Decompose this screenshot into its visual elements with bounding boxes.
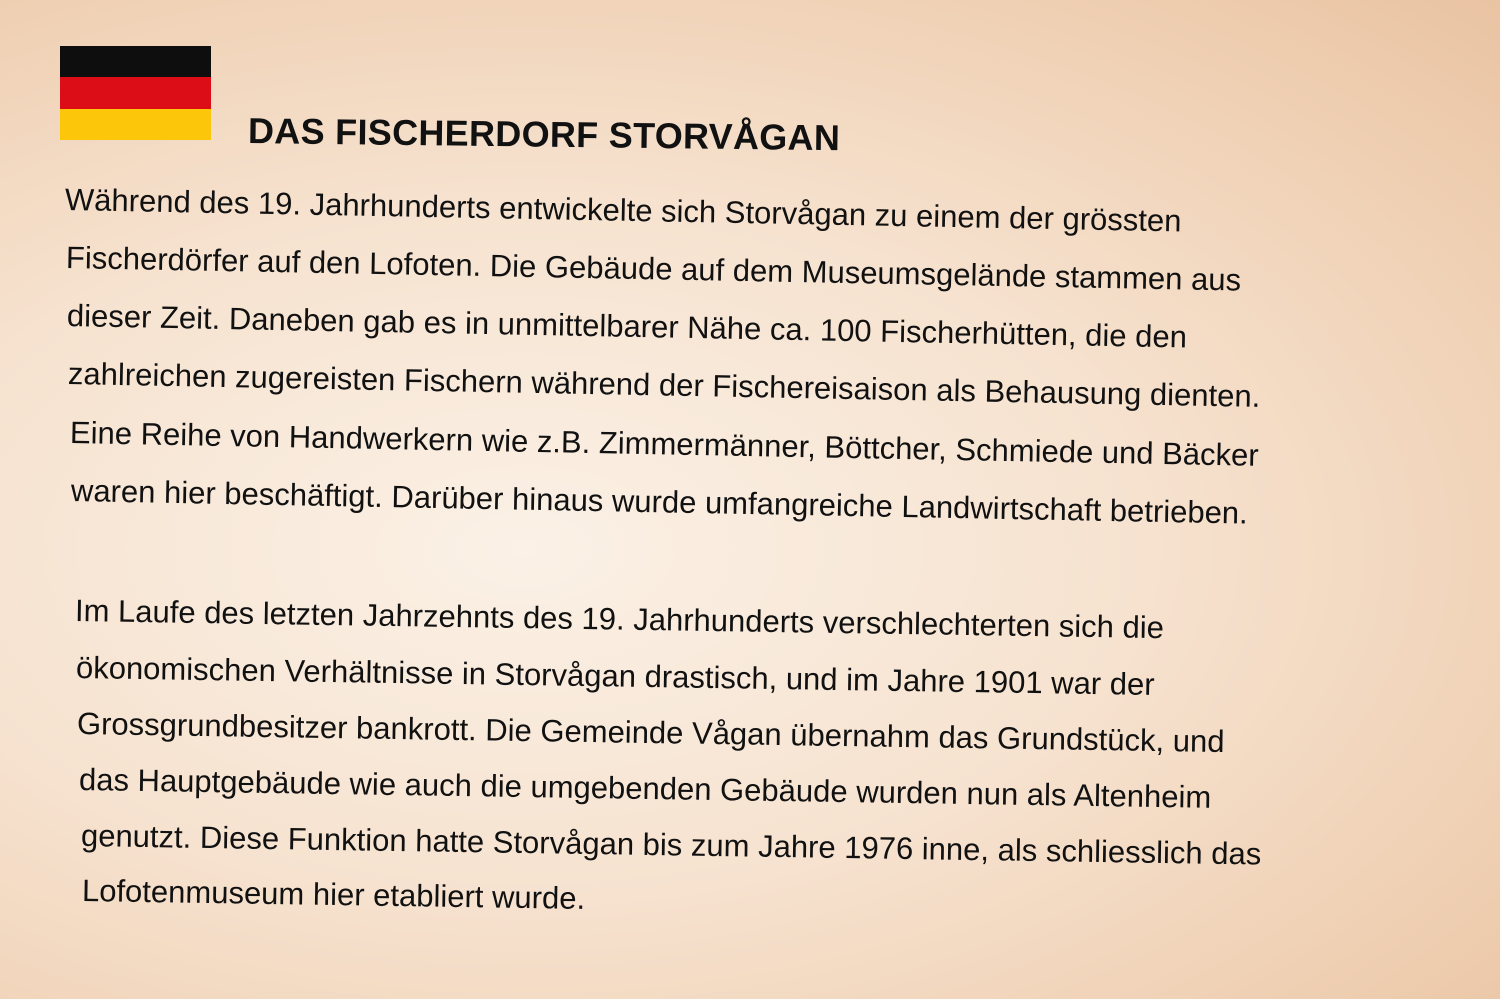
page-title: DAS FISCHERDORF STORVÅGAN: [247, 110, 841, 159]
paragraph-line: Grossgrundbesitzer bankrott. Die Gemeinde Vågan übernahm das Grundstück, und: [76, 706, 1225, 760]
paragraph-line: ökonomischen Verhältnisse in Storvågan drastisch, und im Jahre 1901 war der: [75, 650, 1155, 702]
paragraph-line: Während des 19. Jahrhunderts entwickelte sich Storvågan zu einem der grössten: [64, 182, 1182, 239]
paragraph-line: das Hauptgebäude wie auch die umgebenden Gebäude wurden nun als Altenheim: [78, 762, 1212, 815]
flag-stripe-red: [60, 77, 211, 108]
german-flag-icon: [60, 46, 211, 140]
paragraph-line: Im Laufe des letzten Jahrzehnts des 19. Jahrhunderts verschlechterten sich die: [74, 593, 1165, 646]
paragraph-line: zahlreichen zugereisten Fischern während der Fischereisaison als Behausung dienten.: [67, 356, 1261, 414]
paragraph-line: Lofotenmuseum hier etabliert wurde.: [81, 873, 586, 916]
paragraph-line: genutzt. Diese Funktion hatte Storvågan bis zum Jahre 1976 inne, als schliesslich das: [80, 818, 1262, 872]
paragraph-line: Eine Reihe von Handwerkern wie z.B. Zimmermänner, Böttcher, Schmiede und Bäcker: [69, 415, 1260, 473]
paragraph-line: Fischerdörfer auf den Lofoten. Die Gebäude auf dem Museumsgelände stammen aus: [65, 240, 1242, 298]
flag-stripe-gold: [60, 109, 211, 140]
flag-stripe-black: [60, 46, 211, 77]
paragraph-line: waren hier beschäftigt. Darüber hinaus wurde umfangreiche Landwirtschaft betrieben.: [70, 473, 1249, 531]
paragraph-line: dieser Zeit. Daneben gab es in unmittelbarer Nähe ca. 100 Fischerhütten, die den: [66, 298, 1188, 355]
